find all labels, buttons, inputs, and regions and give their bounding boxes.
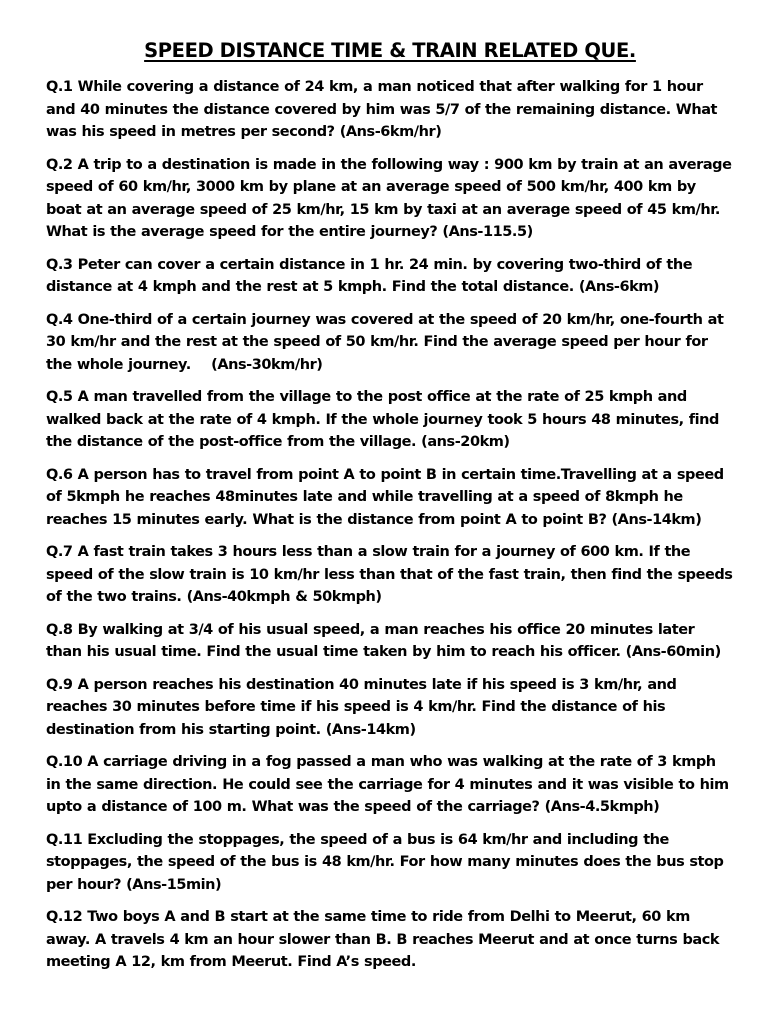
question-11: Q.11 Excluding the stoppages, the speed of a bus is 64 km/hr and including the stoppages, the speed of the bus is 48 km/hr. For how many minutes does the bus stop per hour? (Ans-15min) — [46, 831, 724, 893]
question-1: Q.1 While covering a distance of 24 km, a man noticed that after walking for 1 hour and 40 minutes the distance covered by him was 5/7 of the remaining distance. What was his speed in metres per second? (Ans-6km/hr) — [46, 79, 718, 140]
question-6: Q.6 A person has to travel from point A to point B in certain time.Travelling at a speed of 5kmph he reaches 48minutes late and while travelling at a speed of 8kmph he reaches 15 minutes early. What is the distance from point A to point B? (Ans-14km) — [46, 466, 724, 528]
question-5: Q.5 A man travelled from the village to the post office at the rate of 25 kmph and walked back at the rate of 4 kmph. If the whole journey took 5 hours 48 minutes, find the distance of the post-office from the village. (ans-20km) — [46, 389, 719, 450]
question-10: Q.10 A carriage driving in a fog passed a man who was walking at the rate of 3 kmph in the same direction. He could see the carriage for 4 minutes and it was visible to him upto a distance of 100 m. What was the speed of the carriage? (Ans-4.5kmph) — [46, 754, 729, 815]
question-12: Q.12 Two boys A and B start at the same time to ride from Delhi to Meerut, 60 km away. A travels 4 km an hour slower than B. B reaches Meerut and at once turns back meeting A 12, km from Meerut. Find A’s speed. — [46, 909, 720, 970]
page-title: SPEED DISTANCE TIME & TRAIN RELATED QUE. — [144, 39, 636, 62]
question-8: Q.8 By walking at 3/4 of his usual speed, a man reaches his office 20 minutes later than his usual time. Find the usual time taken by him to reach his officer. (Ans-60min) — [46, 621, 721, 660]
question-9: Q.9 A person reaches his destination 40 minutes late if his speed is 3 km/hr, and reaches 30 minutes before time if his speed is 4 km/hr. Find the distance of his destination from his starting point. (Ans-14km) — [46, 676, 677, 738]
question-2: Q.2 A trip to a destination is made in the following way : 900 km by train at an average speed of 60 km/hr, 3000 km by plane at an average speed of 500 km/hr, 400 km by boat at an average speed of 25 km/hr, 15 km by taxi at an average speed of 45 km/hr. What is the average speed for the entire journey? (Ans-115.5) — [46, 156, 732, 240]
question-7: Q.7 A fast train takes 3 hours less than a slow train for a journey of 600 km. If the speed of the slow train is 10 km/hr less than that of the fast train, then find the speeds of the two trains. (Ans-40kmph & 50kmph) — [46, 544, 733, 605]
question-4: Q.4 One-third of a certain journey was covered at the speed of 20 km/hr, one-fourth at 30 km/hr and the rest at the speed of 50 km/hr. Find the average speed per hour for the whole journey. (Ans-30km/hr) — [46, 311, 729, 373]
question-3: Q.3 Peter can cover a certain distance in 1 hr. 24 min. by covering two-third of the distance at 4 kmph and the rest at 5 kmph. Find the total distance. (Ans-6km) — [46, 256, 693, 295]
